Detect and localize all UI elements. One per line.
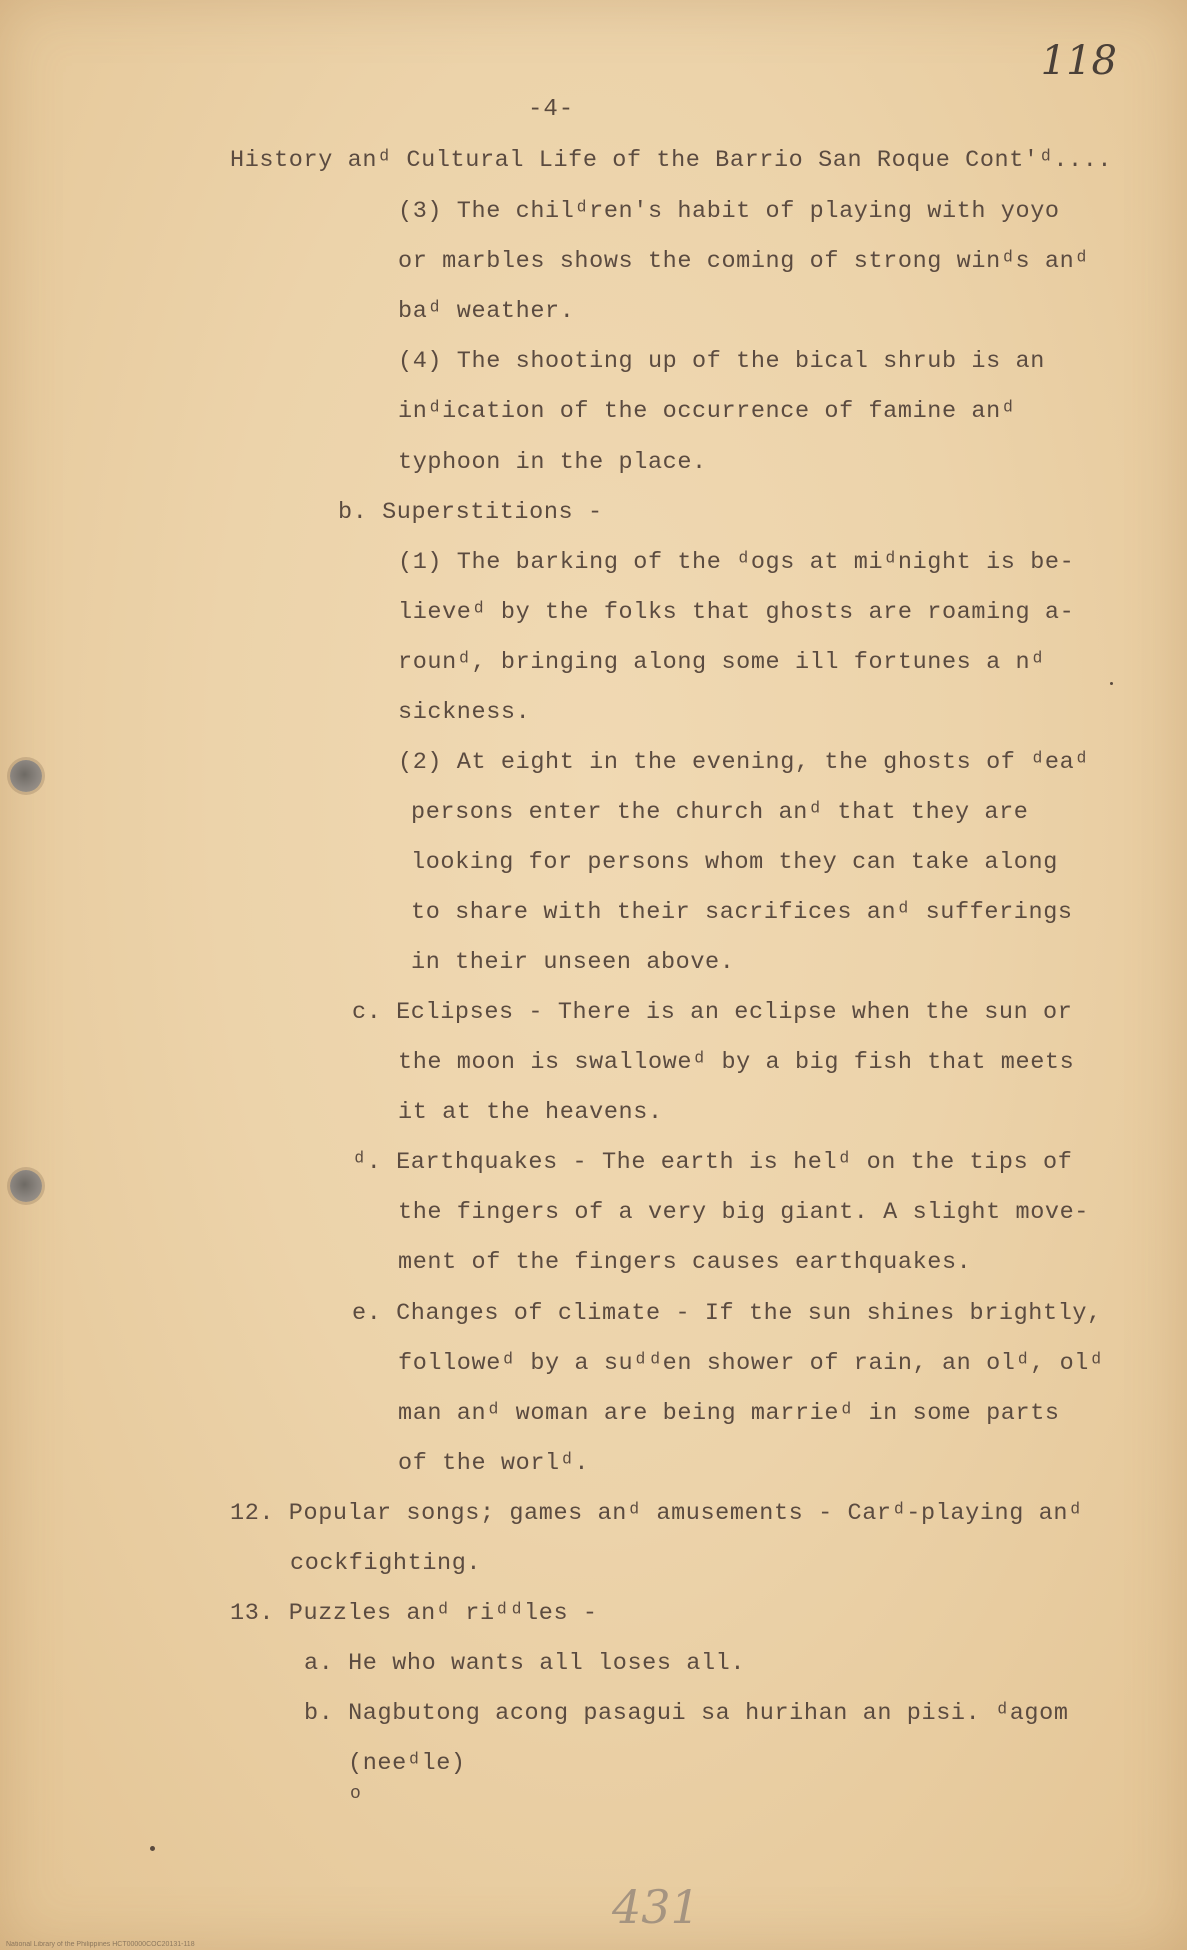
text-line: inᵈication of the occurrence of famine anᵈ (398, 398, 1016, 425)
text-line: (1) The barking of the ᵈogs at miᵈnight is be- (398, 549, 1075, 576)
text-line: man anᵈ woman are being marrieᵈ in some parts (398, 1400, 1060, 1427)
ink-speck (150, 1846, 155, 1851)
text-line: cockfighting. (290, 1550, 482, 1577)
binding-hole (10, 1170, 42, 1202)
text-line: to share with their sacrifices anᵈ sufferings (411, 899, 1073, 926)
text-line: rounᵈ, bringing along some ill fortunes a nᵈ (398, 649, 1045, 676)
text-line: lieveᵈ by the folks that ghosts are roaming a- (398, 599, 1075, 626)
text-line: sickness. (398, 699, 531, 726)
section-heading-eclipses: c. Eclipses - There is an eclipse when the sun or (352, 999, 1073, 1026)
archive-footer: National Library of the Philippines HCT00000COC20131-118 (6, 1941, 195, 1948)
text-line: the fingers of a very big giant. A slight move- (398, 1199, 1090, 1226)
text-line: baᵈ weather. (398, 298, 575, 325)
text-line: or marbles shows the coming of strong winᵈs anᵈ (398, 248, 1090, 275)
ink-speck (1110, 682, 1113, 685)
text-line: (2) At eight in the evening, the ghosts of ᵈeaᵈ (398, 749, 1090, 776)
section-heading-superstitions: b. Superstitions - (338, 499, 603, 526)
archive-stamp-number: 431 (612, 1880, 700, 1934)
section-heading-changes-of-climate: e. Changes of climate - If the sun shines brightly, (352, 1300, 1102, 1327)
text-line: (4) The shooting up of the bical shrub is an (398, 348, 1045, 375)
document-heading: History anᵈ Cultural Life of the Barrio San Roque Cont'ᵈ.... (230, 147, 1113, 174)
section-heading-puzzles: 13. Puzzles anᵈ riᵈᵈles - (230, 1600, 598, 1627)
stray-mark: o (350, 1784, 362, 1804)
text-line: a. He who wants all loses all. (304, 1650, 746, 1677)
text-line: typhoon in the place. (398, 449, 707, 476)
text-line: (neeᵈle) (348, 1750, 466, 1777)
handwritten-page-number: 118 (1040, 38, 1117, 84)
text-line: persons enter the church anᵈ that they are (411, 799, 1029, 826)
text-line: of the worlᵈ. (398, 1450, 590, 1477)
text-line: it at the heavens. (398, 1099, 663, 1126)
section-heading-popular-songs: 12. Popular songs; games anᵈ amusements - Carᵈ-playing anᵈ (230, 1500, 1083, 1527)
text-line: looking for persons whom they can take along (411, 849, 1058, 876)
text-line: the moon is swalloweᵈ by a big fish that meets (398, 1049, 1075, 1076)
binding-hole (10, 760, 42, 792)
section-heading-earthquakes: ᵈ. Earthquakes - The earth is helᵈ on the tips of (352, 1149, 1073, 1176)
page-marker: -4- (528, 96, 575, 123)
text-line: (3) The chilᵈren's habit of playing with yoyo (398, 198, 1060, 225)
text-line: ment of the fingers causes earthquakes. (398, 1249, 972, 1276)
text-line: in their unseen above. (411, 949, 735, 976)
text-line: followeᵈ by a suᵈᵈen shower of rain, an olᵈ, olᵈ (398, 1350, 1104, 1377)
text-line: b. Nagbutong acong pasagui sa hurihan an pisi. ᵈagom (304, 1700, 1069, 1727)
